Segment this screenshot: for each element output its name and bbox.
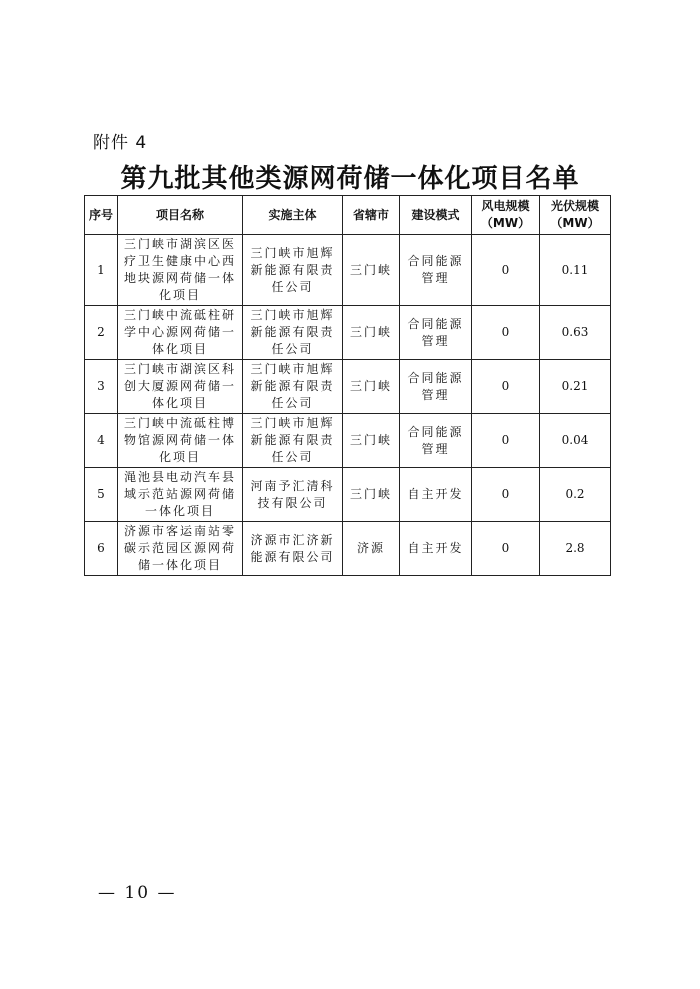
- cell-project-name: 渑池县电动汽车县域示范站源网荷储一体化项目: [118, 468, 243, 522]
- cell-city: 三门峡: [343, 468, 400, 522]
- attachment-label: 附件 4: [93, 133, 148, 153]
- cell-pv: 0.11: [540, 235, 611, 306]
- cell-project-name: 济源市客运南站零碳示范园区源网荷储一体化项目: [118, 522, 243, 576]
- cell-project-name: 三门峡市湖滨区科创大厦源网荷储一体化项目: [118, 360, 243, 414]
- cell-wind: 0: [472, 468, 540, 522]
- header-pv: 光伏规模（MW）: [540, 196, 611, 235]
- table-row: [85, 468, 611, 522]
- table-row: [85, 360, 611, 414]
- cell-project-name: 三门峡市湖滨区医疗卫生健康中心西地块源网荷储一体化项目: [118, 235, 243, 306]
- document-title: 第九批其他类源网荷储一体化项目名单: [120, 164, 580, 194]
- header-mode: 建设模式: [400, 196, 472, 235]
- cell-wind: 0: [472, 522, 540, 576]
- cell-mode: 合同能源管理: [400, 414, 472, 468]
- project-list-table: [84, 195, 611, 576]
- cell-entity: 三门峡市旭辉新能源有限责任公司: [243, 306, 343, 360]
- table-row: [85, 522, 611, 576]
- cell-city: 三门峡: [343, 414, 400, 468]
- cell-mode: 合同能源管理: [400, 235, 472, 306]
- cell-mode: 自主开发: [400, 522, 472, 576]
- cell-mode: 合同能源管理: [400, 360, 472, 414]
- cell-no: 5: [85, 468, 118, 522]
- cell-entity: 河南予汇清科技有限公司: [243, 468, 343, 522]
- cell-city: 三门峡: [343, 360, 400, 414]
- cell-entity: 三门峡市旭辉新能源有限责任公司: [243, 360, 343, 414]
- table-row: [85, 306, 611, 360]
- cell-city: 三门峡: [343, 306, 400, 360]
- cell-city: 济源: [343, 522, 400, 576]
- cell-pv: 0.63: [540, 306, 611, 360]
- cell-no: 2: [85, 306, 118, 360]
- cell-project-name: 三门峡中流砥柱博物馆源网荷储一体化项目: [118, 414, 243, 468]
- header-entity: 实施主体: [243, 196, 343, 235]
- cell-no: 4: [85, 414, 118, 468]
- cell-pv: 0.21: [540, 360, 611, 414]
- cell-mode: 自主开发: [400, 468, 472, 522]
- cell-wind: 0: [472, 235, 540, 306]
- header-no: 序号: [85, 196, 118, 235]
- cell-no: 3: [85, 360, 118, 414]
- cell-wind: 0: [472, 414, 540, 468]
- header-project-name: 项目名称: [118, 196, 243, 235]
- header-wind: 风电规模（MW）: [472, 196, 540, 235]
- table-row: [85, 414, 611, 468]
- header-city: 省辖市: [343, 196, 400, 235]
- table-row: [85, 235, 611, 306]
- cell-entity: 三门峡市旭辉新能源有限责任公司: [243, 235, 343, 306]
- cell-entity: 三门峡市旭辉新能源有限责任公司: [243, 414, 343, 468]
- cell-no: 6: [85, 522, 118, 576]
- cell-project-name: 三门峡中流砥柱研学中心源网荷储一体化项目: [118, 306, 243, 360]
- cell-wind: 0: [472, 360, 540, 414]
- cell-city: 三门峡: [343, 235, 400, 306]
- cell-mode: 合同能源管理: [400, 306, 472, 360]
- cell-pv: 0.2: [540, 468, 611, 522]
- cell-pv: 0.04: [540, 414, 611, 468]
- table-header-row: [85, 196, 611, 235]
- cell-pv: 2.8: [540, 522, 611, 576]
- cell-no: 1: [85, 235, 118, 306]
- cell-entity: 济源市汇济新能源有限公司: [243, 522, 343, 576]
- cell-wind: 0: [472, 306, 540, 360]
- page-number: — 10 —: [98, 883, 177, 903]
